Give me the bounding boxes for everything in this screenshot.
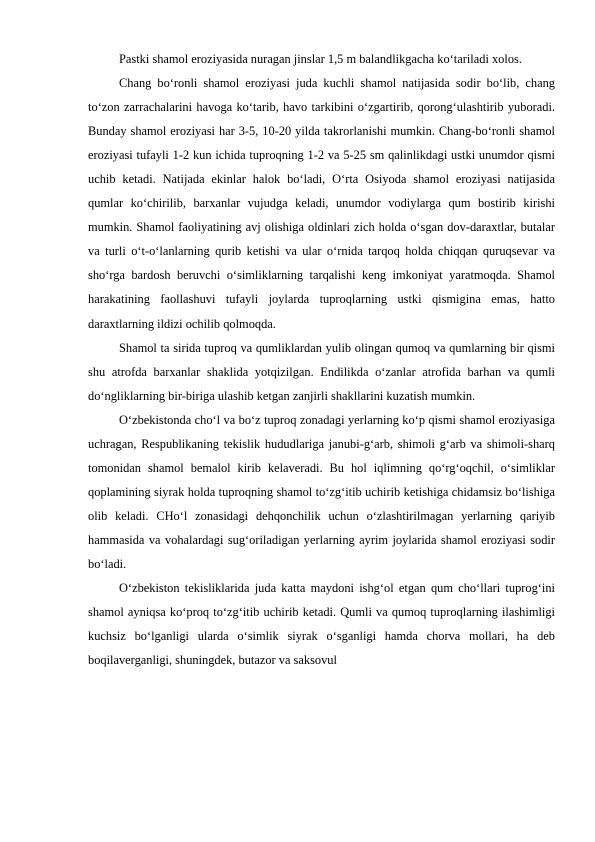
- paragraph-barkhan-formation: Shamol ta sirida tuproq va qumliklardan yulib olingan qumoq va qumlarning bir qismi shu atrofda barxanlar shaklida yotqizilgan. Endilikda o‘zanlar atrofida barhan va qumli do‘ngliklarning bir-biriga ulashib ketgan zanjirli shakllarini kuzatish mumkin.: [88, 340, 555, 403]
- paragraph-lower-wind-erosion: Pastki shamol eroziyasida nuragan jinslar 1,5 m balandlikgacha ko‘tariladi xolos.: [119, 52, 522, 66]
- paragraph-dust-storm-erosion: Chang bo‘ronli shamol eroziyasi juda kuchli shamol natijasida sodir bo‘lib, chang to‘zon zarrachalarini havoga ko‘tarib, havo tarkibini o‘zgartirib, qorong‘ulashtirib yuboradi. Bunday shamol eroziyasi har 3-5, 10-20 yilda takrorlanishi mumkin. Chang-bo‘ronli shamol eroziyasi tufayli 1-2 kun ichida tuproqning 1-2 va 5-25 sm qalinlikdagi ustki unumdor qismi uchib ketadi. Natijada ekinlar halok bo‘ladi, O‘rta Osiyoda shamol eroziyasi natijasida qumlar ko‘chirilib, barxanlar vujudga keladi, unumdor vodiylarga qum bostirib kirishi mumkin. Shamol faoliyatining avj olishiga oldinlari zich holda o‘sgan dov-daraxtlar, butalar va turli o‘t-o‘lanlarning qurib ketishi va ular o‘rnida tarqoq holda chiqqan quruqsevar va sho‘rga bardosh beruvchi o‘simliklarning tarqalishi keng imkoniyat yaratmoqda. Shamol harakatining faollashuvi tufayli joylarda tuproqlarning ustki qismigina emas, hatto daraxtlarning ildizi ochilib qolmoqda.: [88, 76, 555, 331]
- document-page: [88, 47, 555, 672]
- paragraph-sandy-deserts: O‘zbekiston tekisliklarida juda katta maydoni ishg‘ol etgan qum cho‘llari tuprog‘ini shamol ayniqsa ko‘proq to‘zg‘itib uchirib ketadi. Qumli va qumoq tuproqlarning ilashimligi kuchsiz bo‘lganligi ularda o‘simlik siyrak o‘sganligi hamda chorva mollari, ha deb boqilaverganligi, shuningdek, butazor va saksovul: [88, 581, 555, 668]
- paragraph-uzbekistan-erosion-zones: O‘zbekistonda cho‘l va bo‘z tuproq zonadagi yerlarning ko‘p qismi shamol eroziyasiga uchragan, Respublikaning tekislik hududlariga janubi-g‘arb, shimoli g‘arb va shimoli-sharq tomonidan shamol bemalol kirib kelaveradi. Bu hol iqlimning qo‘rg‘oqchil, o‘simliklar qoplamining siyrak holda tuproqning shamol to‘zg‘itib uchirib ketishiga chidamsiz bo‘lishiga olib keladi. CHo‘l zonasidagi dehqonchilik uchun o‘zlashtirilmagan yerlarning qariyib hammasida va vohalardagi sug‘oriladigan yerlarning ayrim joylarida shamol eroziyasi sodir bo‘ladi.: [88, 412, 555, 571]
